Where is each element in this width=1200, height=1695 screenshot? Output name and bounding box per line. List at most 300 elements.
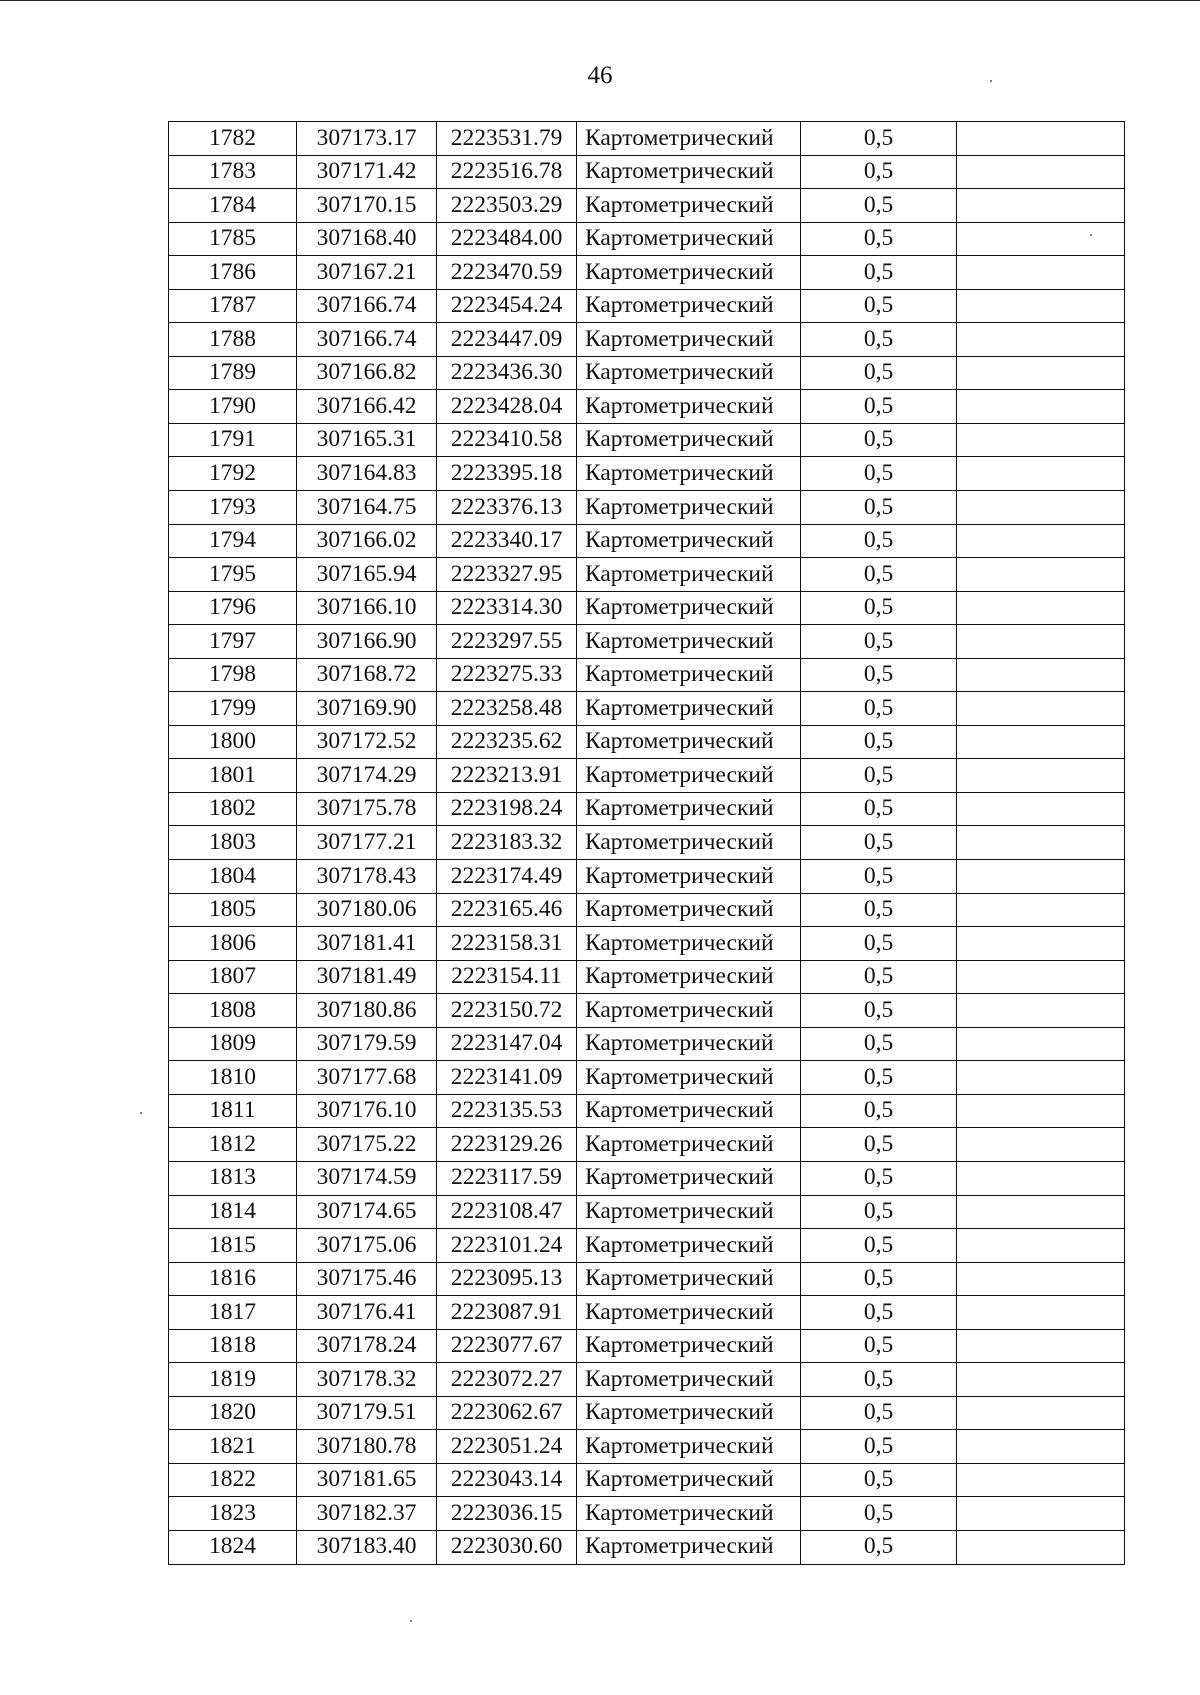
x-coordinate-cell: 307166.10 <box>297 591 437 625</box>
x-coordinate-cell: 307181.49 <box>297 960 437 994</box>
table-row <box>169 390 1125 424</box>
table-row <box>169 1229 1125 1263</box>
point-number-cell: 1795 <box>169 558 297 592</box>
accuracy-cell: 0,5 <box>801 625 957 659</box>
x-coordinate-cell: 307166.02 <box>297 524 437 558</box>
point-number-cell: 1803 <box>169 826 297 860</box>
y-coordinate-cell: 2223030.60 <box>437 1530 577 1564</box>
accuracy-cell: 0,5 <box>801 289 957 323</box>
note-cell <box>957 860 1125 894</box>
note-cell <box>957 1262 1125 1296</box>
accuracy-cell: 0,5 <box>801 1094 957 1128</box>
method-cell: Картометрический <box>577 155 801 189</box>
accuracy-cell: 0,5 <box>801 524 957 558</box>
point-number-cell: 1820 <box>169 1396 297 1430</box>
x-coordinate-cell: 307182.37 <box>297 1497 437 1531</box>
x-coordinate-cell: 307178.24 <box>297 1329 437 1363</box>
note-cell <box>957 1229 1125 1263</box>
method-cell: Картометрический <box>577 491 801 525</box>
note-cell <box>957 1027 1125 1061</box>
y-coordinate-cell: 2223174.49 <box>437 860 577 894</box>
y-coordinate-cell: 2223447.09 <box>437 323 577 357</box>
accuracy-cell: 0,5 <box>801 222 957 256</box>
table-row <box>169 1262 1125 1296</box>
table-row <box>169 725 1125 759</box>
point-number-cell: 1822 <box>169 1463 297 1497</box>
y-coordinate-cell: 2223147.04 <box>437 1027 577 1061</box>
point-number-cell: 1814 <box>169 1195 297 1229</box>
point-number-cell: 1797 <box>169 625 297 659</box>
method-cell: Картометрический <box>577 1430 801 1464</box>
accuracy-cell: 0,5 <box>801 1161 957 1195</box>
accuracy-cell: 0,5 <box>801 759 957 793</box>
note-cell <box>957 994 1125 1028</box>
method-cell: Картометрический <box>577 356 801 390</box>
method-cell: Картометрический <box>577 1061 801 1095</box>
x-coordinate-cell: 307177.21 <box>297 826 437 860</box>
y-coordinate-cell: 2223454.24 <box>437 289 577 323</box>
point-number-cell: 1796 <box>169 591 297 625</box>
note-cell <box>957 356 1125 390</box>
accuracy-cell: 0,5 <box>801 457 957 491</box>
note-cell <box>957 1363 1125 1397</box>
accuracy-cell: 0,5 <box>801 1027 957 1061</box>
x-coordinate-cell: 307181.41 <box>297 927 437 961</box>
coordinates-table-body <box>169 122 1125 1565</box>
note-cell <box>957 826 1125 860</box>
y-coordinate-cell: 2223340.17 <box>437 524 577 558</box>
table-row <box>169 994 1125 1028</box>
note-cell <box>957 457 1125 491</box>
point-number-cell: 1800 <box>169 725 297 759</box>
y-coordinate-cell: 2223327.95 <box>437 558 577 592</box>
point-number-cell: 1798 <box>169 658 297 692</box>
y-coordinate-cell: 2223531.79 <box>437 122 577 156</box>
note-cell <box>957 1396 1125 1430</box>
method-cell: Картометрический <box>577 1195 801 1229</box>
method-cell: Картометрический <box>577 994 801 1028</box>
x-coordinate-cell: 307174.29 <box>297 759 437 793</box>
table-row <box>169 591 1125 625</box>
table-row <box>169 625 1125 659</box>
method-cell: Картометрический <box>577 1262 801 1296</box>
coordinates-table <box>168 121 1125 1565</box>
point-number-cell: 1799 <box>169 692 297 726</box>
method-cell: Картометрический <box>577 256 801 290</box>
x-coordinate-cell: 307175.78 <box>297 792 437 826</box>
point-number-cell: 1819 <box>169 1363 297 1397</box>
point-number-cell: 1787 <box>169 289 297 323</box>
note-cell <box>957 1497 1125 1531</box>
note-cell <box>957 256 1125 290</box>
x-coordinate-cell: 307166.74 <box>297 323 437 357</box>
accuracy-cell: 0,5 <box>801 1396 957 1430</box>
accuracy-cell: 0,5 <box>801 1497 957 1531</box>
method-cell: Картометрический <box>577 1094 801 1128</box>
note-cell <box>957 1061 1125 1095</box>
y-coordinate-cell: 2223141.09 <box>437 1061 577 1095</box>
accuracy-cell: 0,5 <box>801 893 957 927</box>
y-coordinate-cell: 2223165.46 <box>437 893 577 927</box>
method-cell: Картометрический <box>577 725 801 759</box>
x-coordinate-cell: 307176.41 <box>297 1296 437 1330</box>
point-number-cell: 1791 <box>169 423 297 457</box>
y-coordinate-cell: 2223087.91 <box>437 1296 577 1330</box>
scan-speck <box>410 1620 412 1622</box>
accuracy-cell: 0,5 <box>801 1061 957 1095</box>
method-cell: Картометрический <box>577 1229 801 1263</box>
y-coordinate-cell: 2223150.72 <box>437 994 577 1028</box>
method-cell: Картометрический <box>577 658 801 692</box>
x-coordinate-cell: 307181.65 <box>297 1463 437 1497</box>
accuracy-cell: 0,5 <box>801 792 957 826</box>
note-cell <box>957 625 1125 659</box>
method-cell: Картометрический <box>577 524 801 558</box>
y-coordinate-cell: 2223072.27 <box>437 1363 577 1397</box>
table-row <box>169 1530 1125 1564</box>
note-cell <box>957 323 1125 357</box>
note-cell <box>957 591 1125 625</box>
y-coordinate-cell: 2223117.59 <box>437 1161 577 1195</box>
table-row <box>169 1296 1125 1330</box>
table-row <box>169 658 1125 692</box>
table-row <box>169 860 1125 894</box>
accuracy-cell: 0,5 <box>801 860 957 894</box>
accuracy-cell: 0,5 <box>801 1296 957 1330</box>
point-number-cell: 1818 <box>169 1329 297 1363</box>
table-row <box>169 323 1125 357</box>
method-cell: Картометрический <box>577 1530 801 1564</box>
note-cell <box>957 1329 1125 1363</box>
point-number-cell: 1782 <box>169 122 297 156</box>
point-number-cell: 1789 <box>169 356 297 390</box>
y-coordinate-cell: 2223484.00 <box>437 222 577 256</box>
x-coordinate-cell: 307167.21 <box>297 256 437 290</box>
point-number-cell: 1812 <box>169 1128 297 1162</box>
table-row <box>169 189 1125 223</box>
accuracy-cell: 0,5 <box>801 692 957 726</box>
table-row <box>169 1430 1125 1464</box>
table-row <box>169 423 1125 457</box>
point-number-cell: 1808 <box>169 994 297 1028</box>
accuracy-cell: 0,5 <box>801 1262 957 1296</box>
point-number-cell: 1794 <box>169 524 297 558</box>
point-number-cell: 1804 <box>169 860 297 894</box>
y-coordinate-cell: 2223410.58 <box>437 423 577 457</box>
y-coordinate-cell: 2223154.11 <box>437 960 577 994</box>
method-cell: Картометрический <box>577 122 801 156</box>
method-cell: Картометрический <box>577 1161 801 1195</box>
accuracy-cell: 0,5 <box>801 1530 957 1564</box>
y-coordinate-cell: 2223198.24 <box>437 792 577 826</box>
note-cell <box>957 1463 1125 1497</box>
y-coordinate-cell: 2223129.26 <box>437 1128 577 1162</box>
point-number-cell: 1793 <box>169 491 297 525</box>
accuracy-cell: 0,5 <box>801 994 957 1028</box>
point-number-cell: 1816 <box>169 1262 297 1296</box>
method-cell: Картометрический <box>577 826 801 860</box>
method-cell: Картометрический <box>577 457 801 491</box>
table-row <box>169 893 1125 927</box>
table-row <box>169 1195 1125 1229</box>
table-row <box>169 155 1125 189</box>
x-coordinate-cell: 307164.75 <box>297 491 437 525</box>
note-cell <box>957 423 1125 457</box>
page-number: 46 <box>587 62 613 89</box>
accuracy-cell: 0,5 <box>801 122 957 156</box>
y-coordinate-cell: 2223503.29 <box>437 189 577 223</box>
x-coordinate-cell: 307168.40 <box>297 222 437 256</box>
note-cell <box>957 725 1125 759</box>
point-number-cell: 1823 <box>169 1497 297 1531</box>
method-cell: Картометрический <box>577 289 801 323</box>
accuracy-cell: 0,5 <box>801 189 957 223</box>
table-row <box>169 792 1125 826</box>
note-cell <box>957 155 1125 189</box>
accuracy-cell: 0,5 <box>801 423 957 457</box>
point-number-cell: 1811 <box>169 1094 297 1128</box>
method-cell: Картометрический <box>577 1497 801 1531</box>
table-row <box>169 1027 1125 1061</box>
y-coordinate-cell: 2223095.13 <box>437 1262 577 1296</box>
y-coordinate-cell: 2223062.67 <box>437 1396 577 1430</box>
x-coordinate-cell: 307175.06 <box>297 1229 437 1263</box>
y-coordinate-cell: 2223275.33 <box>437 658 577 692</box>
x-coordinate-cell: 307180.86 <box>297 994 437 1028</box>
x-coordinate-cell: 307168.72 <box>297 658 437 692</box>
method-cell: Картометрический <box>577 1396 801 1430</box>
table-row <box>169 1363 1125 1397</box>
y-coordinate-cell: 2223470.59 <box>437 256 577 290</box>
point-number-cell: 1801 <box>169 759 297 793</box>
accuracy-cell: 0,5 <box>801 725 957 759</box>
y-coordinate-cell: 2223314.30 <box>437 591 577 625</box>
method-cell: Картометрический <box>577 390 801 424</box>
y-coordinate-cell: 2223101.24 <box>437 1229 577 1263</box>
accuracy-cell: 0,5 <box>801 826 957 860</box>
x-coordinate-cell: 307180.78 <box>297 1430 437 1464</box>
note-cell <box>957 222 1125 256</box>
accuracy-cell: 0,5 <box>801 1195 957 1229</box>
method-cell: Картометрический <box>577 692 801 726</box>
x-coordinate-cell: 307172.52 <box>297 725 437 759</box>
y-coordinate-cell: 2223077.67 <box>437 1329 577 1363</box>
table-row <box>169 1161 1125 1195</box>
point-number-cell: 1821 <box>169 1430 297 1464</box>
note-cell <box>957 692 1125 726</box>
x-coordinate-cell: 307178.43 <box>297 860 437 894</box>
accuracy-cell: 0,5 <box>801 155 957 189</box>
table-row <box>169 1061 1125 1095</box>
y-coordinate-cell: 2223183.32 <box>437 826 577 860</box>
table-row <box>169 122 1125 156</box>
table-row <box>169 289 1125 323</box>
accuracy-cell: 0,5 <box>801 323 957 357</box>
note-cell <box>957 927 1125 961</box>
table-row <box>169 1329 1125 1363</box>
point-number-cell: 1783 <box>169 155 297 189</box>
x-coordinate-cell: 307180.06 <box>297 893 437 927</box>
method-cell: Картометрический <box>577 625 801 659</box>
y-coordinate-cell: 2223051.24 <box>437 1430 577 1464</box>
accuracy-cell: 0,5 <box>801 256 957 290</box>
x-coordinate-cell: 307166.42 <box>297 390 437 424</box>
table-row <box>169 1396 1125 1430</box>
table-row <box>169 491 1125 525</box>
point-number-cell: 1806 <box>169 927 297 961</box>
table-row <box>169 1497 1125 1531</box>
y-coordinate-cell: 2223135.53 <box>437 1094 577 1128</box>
x-coordinate-cell: 307174.59 <box>297 1161 437 1195</box>
y-coordinate-cell: 2223297.55 <box>437 625 577 659</box>
method-cell: Картометрический <box>577 927 801 961</box>
accuracy-cell: 0,5 <box>801 1329 957 1363</box>
note-cell <box>957 1094 1125 1128</box>
table-row <box>169 927 1125 961</box>
table-row <box>169 222 1125 256</box>
point-number-cell: 1792 <box>169 457 297 491</box>
accuracy-cell: 0,5 <box>801 591 957 625</box>
point-number-cell: 1817 <box>169 1296 297 1330</box>
accuracy-cell: 0,5 <box>801 491 957 525</box>
method-cell: Картометрический <box>577 1463 801 1497</box>
y-coordinate-cell: 2223036.15 <box>437 1497 577 1531</box>
note-cell <box>957 960 1125 994</box>
accuracy-cell: 0,5 <box>801 658 957 692</box>
accuracy-cell: 0,5 <box>801 356 957 390</box>
method-cell: Картометрический <box>577 591 801 625</box>
method-cell: Картометрический <box>577 893 801 927</box>
table-row <box>169 759 1125 793</box>
accuracy-cell: 0,5 <box>801 1363 957 1397</box>
note-cell <box>957 1128 1125 1162</box>
x-coordinate-cell: 307175.22 <box>297 1128 437 1162</box>
point-number-cell: 1785 <box>169 222 297 256</box>
accuracy-cell: 0,5 <box>801 1430 957 1464</box>
point-number-cell: 1802 <box>169 792 297 826</box>
point-number-cell: 1786 <box>169 256 297 290</box>
note-cell <box>957 1430 1125 1464</box>
x-coordinate-cell: 307179.51 <box>297 1396 437 1430</box>
method-cell: Картометрический <box>577 423 801 457</box>
note-cell <box>957 524 1125 558</box>
point-number-cell: 1784 <box>169 189 297 223</box>
table-row <box>169 826 1125 860</box>
x-coordinate-cell: 307165.31 <box>297 423 437 457</box>
note-cell <box>957 759 1125 793</box>
y-coordinate-cell: 2223213.91 <box>437 759 577 793</box>
point-number-cell: 1809 <box>169 1027 297 1061</box>
method-cell: Картометрический <box>577 323 801 357</box>
x-coordinate-cell: 307165.94 <box>297 558 437 592</box>
table-row <box>169 558 1125 592</box>
note-cell <box>957 893 1125 927</box>
y-coordinate-cell: 2223043.14 <box>437 1463 577 1497</box>
table-row <box>169 356 1125 390</box>
method-cell: Картометрический <box>577 759 801 793</box>
y-coordinate-cell: 2223258.48 <box>437 692 577 726</box>
note-cell <box>957 289 1125 323</box>
table-row <box>169 256 1125 290</box>
y-coordinate-cell: 2223235.62 <box>437 725 577 759</box>
note-cell <box>957 792 1125 826</box>
scan-speck <box>990 80 992 82</box>
accuracy-cell: 0,5 <box>801 390 957 424</box>
y-coordinate-cell: 2223516.78 <box>437 155 577 189</box>
point-number-cell: 1810 <box>169 1061 297 1095</box>
x-coordinate-cell: 307183.40 <box>297 1530 437 1564</box>
accuracy-cell: 0,5 <box>801 1128 957 1162</box>
point-number-cell: 1813 <box>169 1161 297 1195</box>
method-cell: Картометрический <box>577 792 801 826</box>
x-coordinate-cell: 307164.83 <box>297 457 437 491</box>
table-row <box>169 1463 1125 1497</box>
x-coordinate-cell: 307176.10 <box>297 1094 437 1128</box>
method-cell: Картометрический <box>577 222 801 256</box>
table-row <box>169 457 1125 491</box>
y-coordinate-cell: 2223108.47 <box>437 1195 577 1229</box>
x-coordinate-cell: 307177.68 <box>297 1061 437 1095</box>
method-cell: Картометрический <box>577 860 801 894</box>
y-coordinate-cell: 2223428.04 <box>437 390 577 424</box>
x-coordinate-cell: 307178.32 <box>297 1363 437 1397</box>
method-cell: Картометрический <box>577 1329 801 1363</box>
note-cell <box>957 189 1125 223</box>
note-cell <box>957 1161 1125 1195</box>
note-cell <box>957 122 1125 156</box>
x-coordinate-cell: 307166.74 <box>297 289 437 323</box>
x-coordinate-cell: 307175.46 <box>297 1262 437 1296</box>
table-row <box>169 692 1125 726</box>
x-coordinate-cell: 307166.90 <box>297 625 437 659</box>
accuracy-cell: 0,5 <box>801 1229 957 1263</box>
point-number-cell: 1807 <box>169 960 297 994</box>
note-cell <box>957 658 1125 692</box>
x-coordinate-cell: 307171.42 <box>297 155 437 189</box>
y-coordinate-cell: 2223376.13 <box>437 491 577 525</box>
x-coordinate-cell: 307169.90 <box>297 692 437 726</box>
accuracy-cell: 0,5 <box>801 558 957 592</box>
method-cell: Картометрический <box>577 1128 801 1162</box>
page-top-border <box>0 0 1200 1</box>
table-row <box>169 524 1125 558</box>
method-cell: Картометрический <box>577 960 801 994</box>
table-row <box>169 1128 1125 1162</box>
x-coordinate-cell: 307166.82 <box>297 356 437 390</box>
x-coordinate-cell: 307174.65 <box>297 1195 437 1229</box>
method-cell: Картометрический <box>577 1027 801 1061</box>
point-number-cell: 1805 <box>169 893 297 927</box>
method-cell: Картометрический <box>577 1363 801 1397</box>
point-number-cell: 1790 <box>169 390 297 424</box>
x-coordinate-cell: 307170.15 <box>297 189 437 223</box>
accuracy-cell: 0,5 <box>801 1463 957 1497</box>
note-cell <box>957 390 1125 424</box>
y-coordinate-cell: 2223158.31 <box>437 927 577 961</box>
point-number-cell: 1824 <box>169 1530 297 1564</box>
method-cell: Картометрический <box>577 189 801 223</box>
y-coordinate-cell: 2223395.18 <box>437 457 577 491</box>
accuracy-cell: 0,5 <box>801 927 957 961</box>
method-cell: Картометрический <box>577 1296 801 1330</box>
table-row <box>169 1094 1125 1128</box>
table-row <box>169 960 1125 994</box>
note-cell <box>957 1530 1125 1564</box>
note-cell <box>957 558 1125 592</box>
scan-speck <box>1090 234 1092 236</box>
note-cell <box>957 1296 1125 1330</box>
point-number-cell: 1788 <box>169 323 297 357</box>
